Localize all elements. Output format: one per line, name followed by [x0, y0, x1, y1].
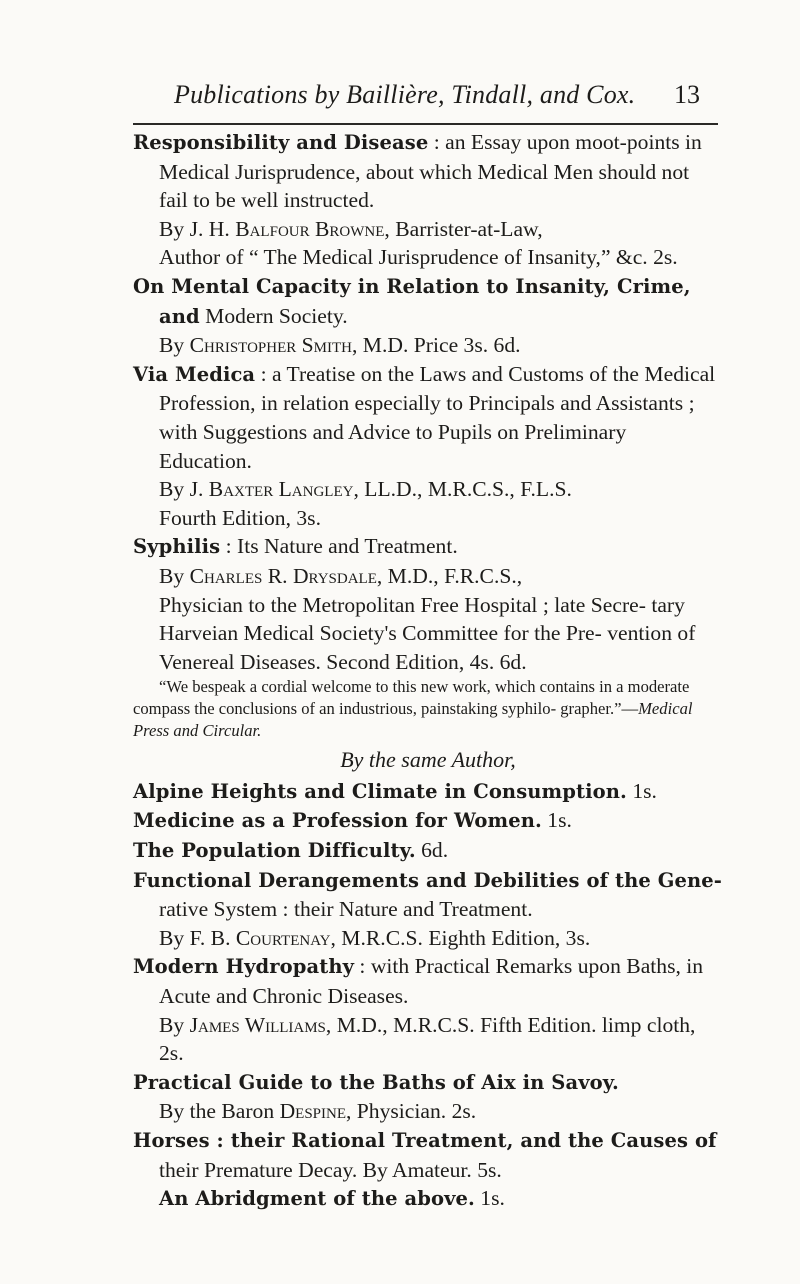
- entry-title-line: [133, 777, 723, 807]
- entry-extra: Physician to the Metropolitan Free Hospital ; late Secre- tary Harveian Medical Society's Committee for the Pre- vention of Venereal Diseases. Second Edition, 4s. 6d.: [159, 592, 696, 674]
- entry-title: Medicine as a Profession for Women.: [133, 809, 542, 833]
- entry-title: Modern Hydropathy: [133, 955, 355, 979]
- entry-description: rative System : their Nature and Treatment.: [159, 897, 533, 922]
- catalogue-entry: [133, 866, 723, 953]
- catalogue-entry: [133, 1068, 723, 1126]
- entry-author: J. Baxter Langley, LL.D., M.R.C.S., F.L.S.: [189, 477, 572, 502]
- press-quote: [133, 676, 723, 742]
- entry-title: Responsibility and Disease: [133, 131, 429, 154]
- entry-title: On Mental Capacity in Relation to Insanity, Crime, and: [133, 274, 691, 328]
- page-number: 13: [674, 80, 700, 109]
- entry-title-line: [133, 952, 723, 1010]
- entry-description: : Its Nature and Treatment.: [220, 534, 458, 559]
- entry-description: : an Essay upon moot-points in Medical Jurisprudence, about which Medical Men should not fail to be well instructed.: [159, 130, 702, 213]
- header-rule: [133, 123, 718, 125]
- entry-title: Functional Derangements and Debilities of the Gene-: [133, 868, 722, 892]
- entry-description: : their Rational Treatment, and the Causes of: [209, 1129, 717, 1152]
- entry-title: The Population Difficulty.: [133, 839, 416, 863]
- entry-author-line: [133, 215, 723, 244]
- entry-author: J. H. Balfour Browne: [189, 216, 385, 241]
- entry-author-line: [133, 562, 723, 591]
- catalogue-entry: [133, 836, 723, 866]
- catalogue-entry: [133, 532, 723, 742]
- entry-author: F. B. Courtenay, M.R.C.S.: [189, 925, 423, 950]
- entry-author: Christopher Smith, M.D.: [189, 333, 409, 358]
- entry-title: Horses: [133, 1129, 210, 1152]
- running-head: [160, 80, 700, 116]
- by-prefix: By: [159, 925, 190, 950]
- entry-extra: their Premature Decay. By Amateur. 5s.: [159, 1157, 502, 1182]
- by-prefix: By: [159, 1012, 190, 1037]
- entry-extra: Fourth Edition, 3s.: [159, 505, 321, 530]
- entry-title-line: [133, 1126, 723, 1156]
- entry-description: : a Treatise on the Laws and Customs of the Medical Profession, in relation especially to Principals and Assistants ; with Suggestions and Advice to Pupils on Preliminary Education.: [159, 361, 716, 473]
- entry-title: Via Medica: [133, 362, 256, 386]
- entry-price: 1s.: [474, 1186, 505, 1211]
- entry-title-line: [133, 128, 723, 215]
- entry-title-line: [133, 836, 723, 866]
- catalogue-entry: [133, 806, 723, 836]
- entry-title: Alpine Heights and Climate in Consumption.: [133, 779, 627, 803]
- running-title: Publications by Baillière, Tindall, and Cox.: [174, 80, 636, 109]
- entry-title: Syphilis: [133, 535, 221, 559]
- author-suffix: , Physician. 2s.: [346, 1099, 477, 1124]
- catalogue-entry: [133, 952, 723, 1067]
- entry-author-line: [133, 331, 723, 360]
- catalogue-entry: [133, 777, 723, 807]
- entry-author: James Williams, M.D., M.R.C.S.: [189, 1012, 475, 1037]
- entry-author-line: [133, 1097, 723, 1126]
- entry-price: 1s.: [541, 808, 572, 833]
- entry-author-line: [133, 1011, 723, 1068]
- by-prefix: By the Baron: [159, 1099, 280, 1124]
- entry-title-line: [133, 866, 723, 924]
- catalogue-entry: [133, 1126, 723, 1184]
- author-suffix: Fifth Edition. limp cloth, 2s.: [159, 1012, 696, 1066]
- entry-title-line: [133, 360, 723, 475]
- entry-title-line: [133, 1184, 723, 1214]
- entry-author-line: [133, 475, 723, 504]
- quote-source: Medical Press and Circular.: [133, 699, 693, 741]
- entry-title-line: [133, 272, 723, 331]
- entry-title: An Abridgment of the above.: [159, 1187, 475, 1211]
- entry-author: Despine: [279, 1099, 346, 1124]
- entry-description: : with Practical Remarks upon Baths, in Acute and Chronic Diseases.: [159, 954, 704, 1009]
- catalogue-listing: [133, 128, 723, 1214]
- catalogue-entry: [133, 1184, 723, 1214]
- catalogue-entry: [133, 128, 723, 272]
- entry-price: 6d.: [415, 838, 449, 863]
- entry-title-line: [133, 532, 723, 562]
- by-prefix: By: [159, 563, 190, 588]
- entry-price: 1s.: [626, 778, 657, 803]
- by-prefix: By: [159, 216, 190, 241]
- entry-author: Charles R. Drysdale, M.D., F.R.C.S.,: [189, 563, 523, 588]
- catalogue-entry: [133, 272, 723, 360]
- entry-title-line: [133, 806, 723, 836]
- entry-description: Modern Society.: [199, 303, 348, 328]
- author-suffix: , Barrister-at-Law,: [384, 216, 543, 241]
- entry-title: Practical Guide to the Baths of Aix in Savoy.: [133, 1070, 619, 1094]
- same-author-heading: By the same Author,: [340, 747, 516, 773]
- catalogue-entry: [133, 360, 723, 533]
- entry-extra: Author of “ The Medical Jurisprudence of Insanity,” &c. 2s.: [159, 245, 678, 270]
- entry-author-line: [133, 924, 723, 953]
- entry-title-line: [133, 1068, 723, 1098]
- by-prefix: By: [159, 333, 190, 358]
- author-suffix: Eighth Edition, 3s.: [422, 925, 591, 950]
- quote-text: “We bespeak a cordial welcome to this new work, which contains in a moderate compass the conclusions of an industrious, painstaking syphilo- grapher.”—: [133, 677, 690, 719]
- by-prefix: By: [159, 477, 190, 502]
- author-suffix: Price 3s. 6d.: [408, 333, 521, 358]
